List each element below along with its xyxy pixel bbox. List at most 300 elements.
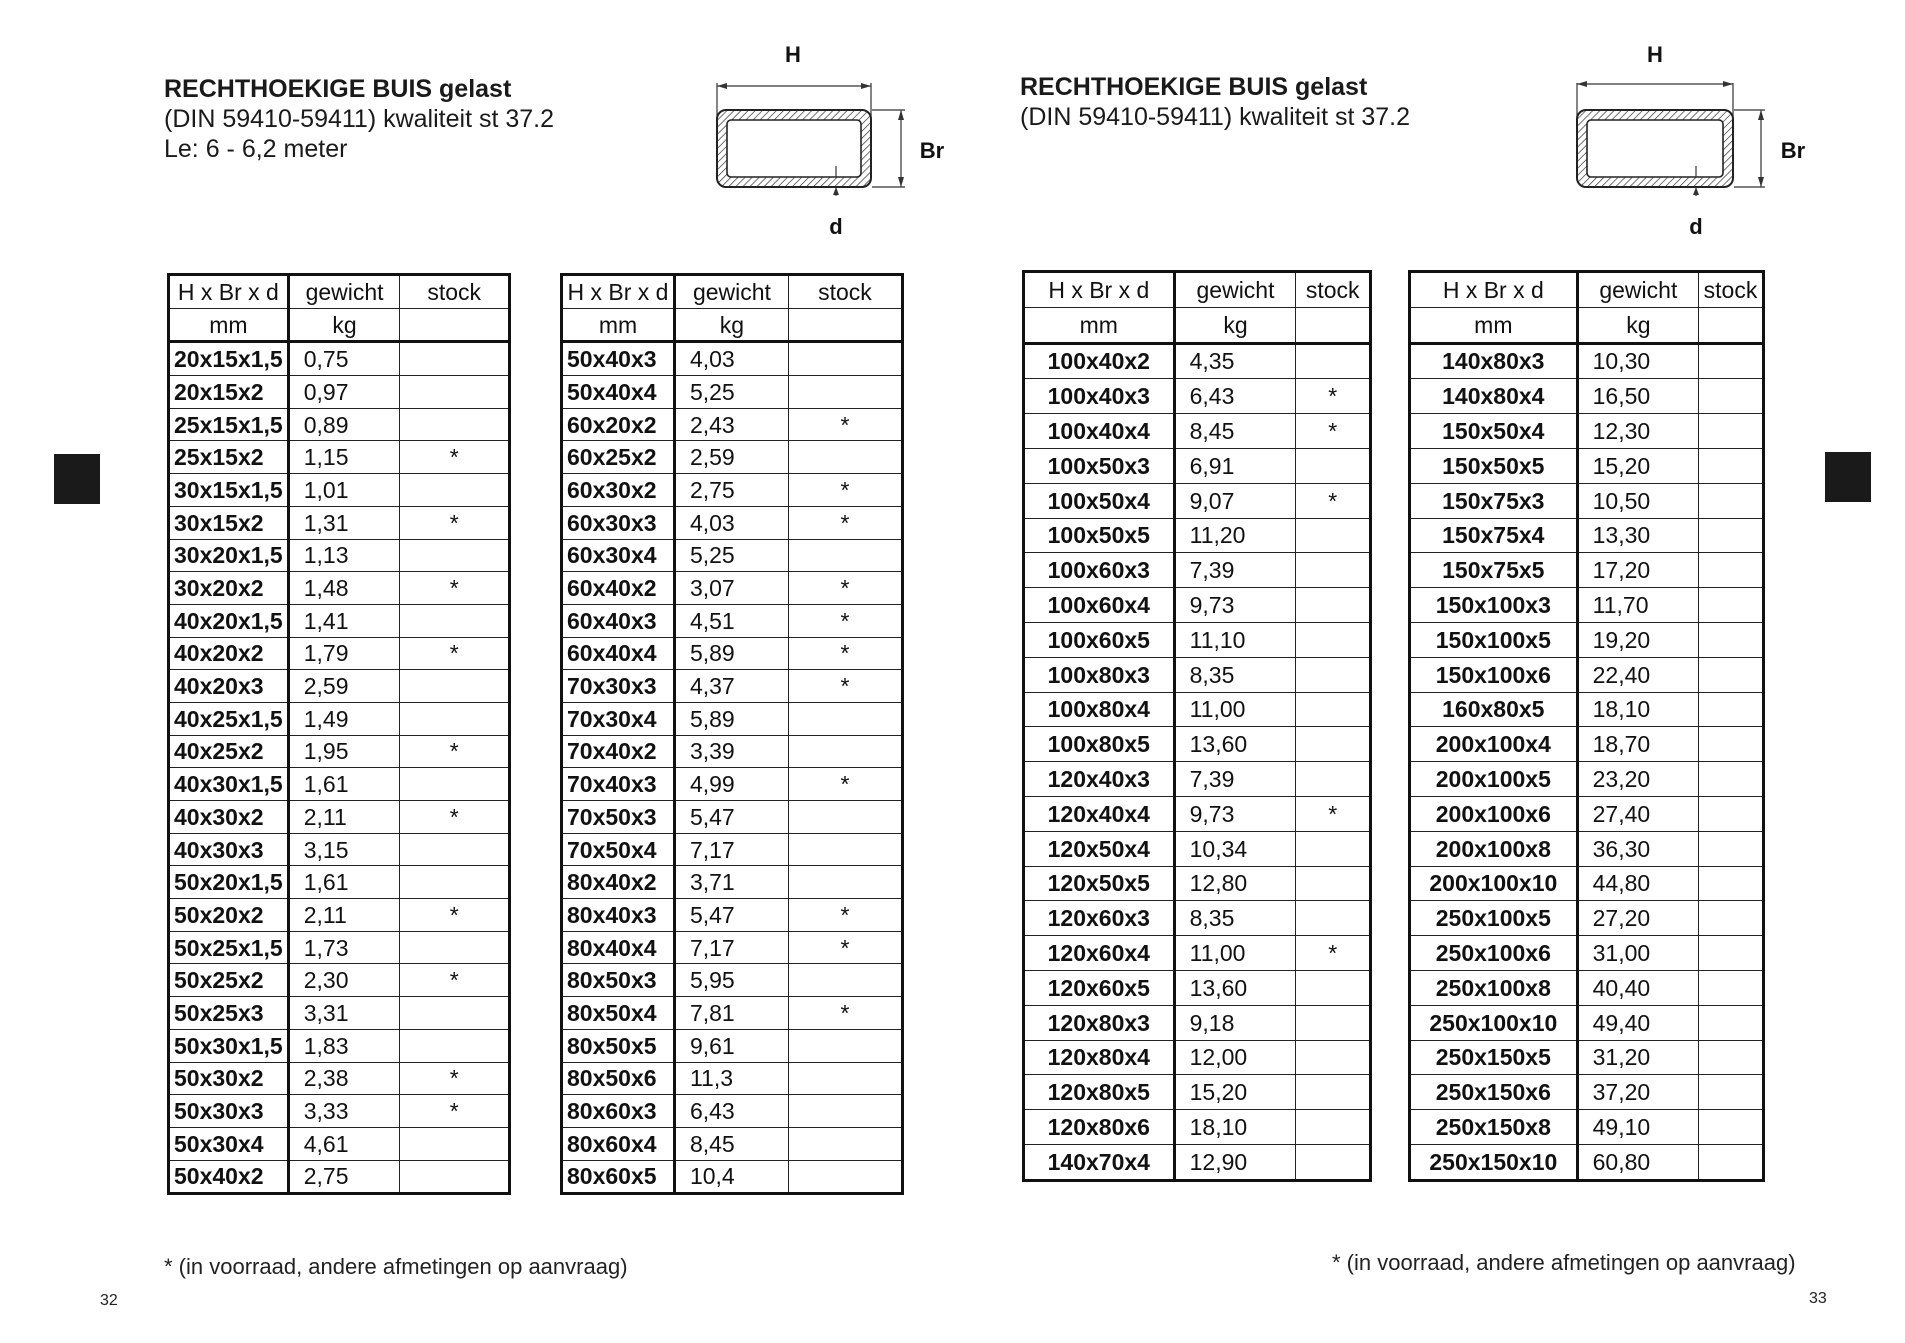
table-row	[169, 637, 510, 670]
cell-weight: 18,10	[1577, 692, 1698, 727]
right-table-2	[1408, 270, 1765, 1182]
cell-dimensions: 200x100x8	[1410, 831, 1578, 866]
cell-dimensions: 80x50x4	[562, 997, 675, 1030]
cell-dimensions: 70x40x2	[562, 735, 675, 768]
cell-stock	[400, 1127, 510, 1160]
table-row	[1024, 518, 1371, 553]
table-row	[562, 1160, 903, 1194]
cell-dimensions: 30x20x1,5	[169, 539, 289, 572]
table-row	[1024, 692, 1371, 727]
cell-stock: *	[400, 964, 510, 997]
table-row	[1410, 343, 1764, 379]
cell-dimensions: 50x20x1,5	[169, 866, 289, 899]
cell-weight: 10,34	[1174, 831, 1296, 866]
right-diagram-label-d: d	[1689, 214, 1703, 239]
cell-stock: *	[400, 572, 510, 605]
cell-dimensions: 25x15x2	[169, 441, 289, 474]
cell-weight: 0,97	[288, 376, 400, 409]
cell-weight: 2,59	[674, 441, 788, 474]
cell-weight: 22,40	[1577, 657, 1698, 692]
cell-weight: 2,59	[288, 670, 400, 703]
cell-stock	[1296, 1075, 1371, 1110]
cell-stock	[1296, 1144, 1371, 1180]
cell-weight: 10,50	[1577, 483, 1698, 518]
cell-weight: 1,15	[288, 441, 400, 474]
table-row	[1024, 414, 1371, 449]
cell-weight: 15,20	[1577, 448, 1698, 483]
table-row	[1410, 1005, 1764, 1040]
cell-weight: 7,39	[1174, 553, 1296, 588]
cell-stock	[1699, 1040, 1764, 1075]
cell-dimensions: 150x50x4	[1410, 414, 1578, 449]
cell-weight: 1,73	[288, 931, 400, 964]
table-row	[1024, 1075, 1371, 1110]
header-unit-empty	[1699, 307, 1764, 343]
cell-weight: 3,33	[288, 1095, 400, 1128]
cell-dimensions: 80x50x3	[562, 964, 675, 997]
table-row	[562, 866, 903, 899]
cell-stock	[1296, 448, 1371, 483]
cell-dimensions: 120x50x4	[1024, 831, 1175, 866]
right-diagram-label-h: H	[1647, 42, 1663, 67]
table-row	[169, 342, 510, 376]
table-row	[169, 1062, 510, 1095]
cell-dimensions: 20x15x2	[169, 376, 289, 409]
cell-stock: *	[788, 474, 902, 507]
cell-stock	[1699, 1110, 1764, 1145]
cell-weight: 1,01	[288, 474, 400, 507]
table-row	[169, 506, 510, 539]
table-row	[1410, 692, 1764, 727]
table-row	[169, 735, 510, 768]
cell-dimensions: 40x20x1,5	[169, 604, 289, 637]
table-row	[169, 768, 510, 801]
cell-stock: *	[1296, 379, 1371, 414]
header-unit-empty	[400, 308, 510, 342]
cell-dimensions: 100x40x2	[1024, 343, 1175, 379]
left-tube-diagram	[700, 38, 960, 253]
table-row	[169, 474, 510, 507]
cell-weight: 27,40	[1577, 796, 1698, 831]
left-subtitle: (DIN 59410-59411) kwaliteit st 37.2	[164, 105, 555, 133]
cell-stock: *	[1296, 483, 1371, 518]
cell-dimensions: 120x80x3	[1024, 1005, 1175, 1040]
table-row	[169, 931, 510, 964]
table-row	[562, 931, 903, 964]
cell-dimensions: 100x60x5	[1024, 622, 1175, 657]
cell-stock	[1296, 762, 1371, 797]
cell-dimensions: 200x100x4	[1410, 727, 1578, 762]
table-row	[169, 1160, 510, 1194]
cell-weight: 13,60	[1174, 970, 1296, 1005]
cell-dimensions: 100x60x4	[1024, 588, 1175, 623]
cell-stock: *	[788, 899, 902, 932]
cell-dimensions: 50x30x3	[169, 1095, 289, 1128]
cell-dimensions: 150x75x3	[1410, 483, 1578, 518]
cell-weight: 2,30	[288, 964, 400, 997]
left-table-1	[167, 273, 511, 1195]
cell-stock: *	[400, 1095, 510, 1128]
cell-stock: *	[400, 735, 510, 768]
cell-stock	[1699, 936, 1764, 971]
cell-stock: *	[788, 997, 902, 1030]
cell-stock: *	[788, 506, 902, 539]
cell-weight: 4,61	[288, 1127, 400, 1160]
table-row	[169, 604, 510, 637]
right-page	[952, 0, 1905, 1343]
table-row	[169, 408, 510, 441]
cell-stock: *	[400, 1062, 510, 1095]
cell-dimensions: 100x80x4	[1024, 692, 1175, 727]
cell-weight: 7,17	[674, 833, 788, 866]
cell-weight: 36,30	[1577, 831, 1698, 866]
cell-weight: 11,20	[1174, 518, 1296, 553]
cell-stock	[1296, 970, 1371, 1005]
cell-stock	[788, 964, 902, 997]
cell-weight: 5,47	[674, 899, 788, 932]
cell-stock	[1296, 553, 1371, 588]
table-row	[1024, 901, 1371, 936]
table-row	[562, 670, 903, 703]
cell-weight: 3,39	[674, 735, 788, 768]
cell-stock: *	[400, 801, 510, 834]
cell-stock	[400, 833, 510, 866]
table-row	[562, 1062, 903, 1095]
cell-stock	[400, 1029, 510, 1062]
table-row	[1410, 657, 1764, 692]
cell-stock	[400, 1160, 510, 1194]
header-unit-kg: kg	[288, 308, 400, 342]
cell-weight: 2,75	[674, 474, 788, 507]
cell-stock	[400, 866, 510, 899]
cell-dimensions: 250x150x5	[1410, 1040, 1578, 1075]
cell-dimensions: 120x40x3	[1024, 762, 1175, 797]
cell-stock	[788, 441, 902, 474]
cell-dimensions: 60x20x2	[562, 408, 675, 441]
cell-weight: 12,80	[1174, 866, 1296, 901]
table-row	[1410, 622, 1764, 657]
cell-weight: 10,30	[1577, 343, 1698, 379]
cell-weight: 3,71	[674, 866, 788, 899]
cell-weight: 8,45	[674, 1127, 788, 1160]
cell-weight: 0,89	[288, 408, 400, 441]
header-weight: gewicht	[1577, 272, 1698, 308]
left-diagram-label-br: Br	[919, 138, 945, 163]
cell-dimensions: 250x100x5	[1410, 901, 1578, 936]
cell-weight: 4,37	[674, 670, 788, 703]
right-title-block	[1020, 72, 1410, 132]
cell-weight: 23,20	[1577, 762, 1698, 797]
cell-weight: 11,00	[1174, 692, 1296, 727]
cell-dimensions: 40x30x3	[169, 833, 289, 866]
cell-weight: 12,30	[1577, 414, 1698, 449]
cell-stock	[788, 539, 902, 572]
header-unit-empty	[788, 308, 902, 342]
cell-dimensions: 60x40x4	[562, 637, 675, 670]
header-stock: stock	[400, 275, 510, 309]
cell-stock	[1699, 518, 1764, 553]
cell-stock	[1699, 796, 1764, 831]
cell-dimensions: 80x60x5	[562, 1160, 675, 1194]
table-row	[1024, 727, 1371, 762]
cell-dimensions: 60x30x2	[562, 474, 675, 507]
table-row	[1024, 483, 1371, 518]
table-row	[1024, 970, 1371, 1005]
cell-dimensions: 60x40x3	[562, 604, 675, 637]
left-title-block	[164, 74, 554, 164]
cell-stock	[1296, 518, 1371, 553]
cell-dimensions: 120x80x6	[1024, 1110, 1175, 1145]
header-unit-empty	[1296, 307, 1371, 343]
cell-dimensions: 100x80x3	[1024, 657, 1175, 692]
cell-dimensions: 50x30x2	[169, 1062, 289, 1095]
table-row	[1024, 553, 1371, 588]
table-row	[562, 768, 903, 801]
cell-stock	[400, 539, 510, 572]
cell-weight: 9,61	[674, 1029, 788, 1062]
table-row	[169, 833, 510, 866]
header-unit-mm: mm	[1024, 307, 1175, 343]
cell-weight: 7,17	[674, 931, 788, 964]
cell-weight: 5,25	[674, 539, 788, 572]
cell-dimensions: 120x80x5	[1024, 1075, 1175, 1110]
cell-weight: 10,4	[674, 1160, 788, 1194]
table-row	[1024, 588, 1371, 623]
left-length: Le: 6 - 6,2 meter	[164, 135, 348, 163]
table-row	[1024, 796, 1371, 831]
cell-stock: *	[1296, 414, 1371, 449]
table-row	[169, 702, 510, 735]
cell-weight: 3,31	[288, 997, 400, 1030]
cell-weight: 4,51	[674, 604, 788, 637]
cell-stock	[1296, 727, 1371, 762]
table-row	[562, 1127, 903, 1160]
cell-weight: 0,75	[288, 342, 400, 376]
table-row	[1410, 1075, 1764, 1110]
cell-stock: *	[400, 637, 510, 670]
table-row	[169, 1127, 510, 1160]
cell-weight: 16,50	[1577, 379, 1698, 414]
cell-weight: 44,80	[1577, 866, 1698, 901]
cell-stock	[788, 866, 902, 899]
cell-stock	[788, 1160, 902, 1194]
cell-weight: 40,40	[1577, 970, 1698, 1005]
cell-stock	[1699, 343, 1764, 379]
cell-dimensions: 80x40x4	[562, 931, 675, 964]
cell-weight: 13,30	[1577, 518, 1698, 553]
header-stock: stock	[1699, 272, 1764, 308]
header-dimensions: H x Br x d	[169, 275, 289, 309]
cell-weight: 49,40	[1577, 1005, 1698, 1040]
cell-dimensions: 40x20x2	[169, 637, 289, 670]
cell-weight: 19,20	[1577, 622, 1698, 657]
cell-weight: 27,20	[1577, 901, 1698, 936]
cell-dimensions: 250x150x6	[1410, 1075, 1578, 1110]
table-row	[1410, 448, 1764, 483]
cell-weight: 31,00	[1577, 936, 1698, 971]
cell-stock	[1296, 831, 1371, 866]
table-row	[1410, 1110, 1764, 1145]
cell-weight: 11,70	[1577, 588, 1698, 623]
table-row	[1410, 379, 1764, 414]
cell-weight: 5,25	[674, 376, 788, 409]
table-row	[562, 376, 903, 409]
right-section-tab-marker	[1825, 452, 1871, 502]
cell-stock: *	[788, 408, 902, 441]
cell-stock: *	[788, 604, 902, 637]
cell-stock	[1296, 588, 1371, 623]
cell-dimensions: 120x40x4	[1024, 796, 1175, 831]
cell-weight: 6,91	[1174, 448, 1296, 483]
cell-stock	[400, 474, 510, 507]
header-weight: gewicht	[288, 275, 400, 309]
table-row	[1410, 1040, 1764, 1075]
cell-weight: 60,80	[1577, 1144, 1698, 1180]
cell-stock: *	[788, 670, 902, 703]
cell-dimensions: 150x100x5	[1410, 622, 1578, 657]
header-unit-kg: kg	[674, 308, 788, 342]
cell-stock	[1699, 483, 1764, 518]
table-row	[1410, 588, 1764, 623]
cell-dimensions: 40x25x1,5	[169, 702, 289, 735]
table-row	[562, 342, 903, 376]
table-row	[1410, 970, 1764, 1005]
cell-dimensions: 50x25x2	[169, 964, 289, 997]
cell-stock	[1699, 622, 1764, 657]
table-row	[169, 376, 510, 409]
cell-dimensions: 120x60x5	[1024, 970, 1175, 1005]
header-weight: gewicht	[674, 275, 788, 309]
cell-dimensions: 80x50x6	[562, 1062, 675, 1095]
cell-stock: *	[1296, 796, 1371, 831]
cell-dimensions: 30x15x1,5	[169, 474, 289, 507]
cell-dimensions: 60x25x2	[562, 441, 675, 474]
cell-dimensions: 70x30x4	[562, 702, 675, 735]
table-row	[562, 899, 903, 932]
cell-weight: 4,03	[674, 506, 788, 539]
table-row	[1410, 518, 1764, 553]
cell-weight: 9,07	[1174, 483, 1296, 518]
cell-stock: *	[1296, 936, 1371, 971]
right-footnote: * (in voorraad, andere afmetingen op aanvraag)	[1332, 1250, 1796, 1275]
cell-stock	[788, 1095, 902, 1128]
cell-stock	[400, 997, 510, 1030]
cell-stock	[400, 342, 510, 376]
header-unit-mm: mm	[169, 308, 289, 342]
cell-dimensions: 60x30x4	[562, 539, 675, 572]
header-dimensions: H x Br x d	[1410, 272, 1578, 308]
cell-dimensions: 40x30x2	[169, 801, 289, 834]
cell-weight: 1,13	[288, 539, 400, 572]
cell-dimensions: 150x75x5	[1410, 553, 1578, 588]
cell-weight: 7,39	[1174, 762, 1296, 797]
cell-weight: 1,41	[288, 604, 400, 637]
cell-weight: 3,15	[288, 833, 400, 866]
cell-stock	[1296, 901, 1371, 936]
cell-weight: 1,48	[288, 572, 400, 605]
table-row	[1024, 1110, 1371, 1145]
cell-weight: 12,00	[1174, 1040, 1296, 1075]
cell-weight: 1,79	[288, 637, 400, 670]
cell-weight: 11,10	[1174, 622, 1296, 657]
left-section-tab-marker	[54, 454, 100, 504]
table-row	[562, 964, 903, 997]
cell-stock	[1699, 414, 1764, 449]
cell-weight: 1,83	[288, 1029, 400, 1062]
cell-dimensions: 100x50x4	[1024, 483, 1175, 518]
table-row	[1024, 762, 1371, 797]
cell-stock	[400, 376, 510, 409]
cell-dimensions: 70x50x3	[562, 801, 675, 834]
cell-stock	[1699, 866, 1764, 901]
cell-dimensions: 20x15x1,5	[169, 342, 289, 376]
cell-weight: 2,43	[674, 408, 788, 441]
cell-stock	[788, 833, 902, 866]
cell-weight: 4,35	[1174, 343, 1296, 379]
cell-stock	[788, 1029, 902, 1062]
cell-weight: 11,3	[674, 1062, 788, 1095]
cell-stock	[788, 735, 902, 768]
cell-weight: 7,81	[674, 997, 788, 1030]
cell-weight: 1,31	[288, 506, 400, 539]
cell-weight: 13,60	[1174, 727, 1296, 762]
cell-stock	[400, 931, 510, 964]
cell-dimensions: 160x80x5	[1410, 692, 1578, 727]
cell-dimensions: 40x30x1,5	[169, 768, 289, 801]
cell-weight: 18,70	[1577, 727, 1698, 762]
cell-weight: 6,43	[674, 1095, 788, 1128]
header-unit-mm: mm	[562, 308, 675, 342]
cell-stock: *	[400, 506, 510, 539]
cell-stock	[1699, 970, 1764, 1005]
cell-dimensions: 60x30x3	[562, 506, 675, 539]
cell-weight: 49,10	[1577, 1110, 1698, 1145]
table-row	[562, 637, 903, 670]
table-row	[169, 997, 510, 1030]
table-row	[1024, 831, 1371, 866]
cell-dimensions: 30x20x2	[169, 572, 289, 605]
cell-weight: 1,95	[288, 735, 400, 768]
table-row	[1024, 1040, 1371, 1075]
table-row	[1410, 414, 1764, 449]
table-row	[562, 1095, 903, 1128]
cell-dimensions: 120x50x5	[1024, 866, 1175, 901]
header-unit-kg: kg	[1577, 307, 1698, 343]
right-tube-diagram	[1573, 38, 1833, 253]
cell-weight: 18,10	[1174, 1110, 1296, 1145]
cell-dimensions: 140x80x4	[1410, 379, 1578, 414]
cell-dimensions: 50x40x4	[562, 376, 675, 409]
table-row	[169, 539, 510, 572]
cell-dimensions: 40x20x3	[169, 670, 289, 703]
table-row	[1024, 448, 1371, 483]
left-title: RECHTHOEKIGE BUIS gelast	[164, 75, 512, 103]
cell-stock	[788, 1062, 902, 1095]
table-row	[1410, 727, 1764, 762]
table-row	[169, 670, 510, 703]
table-row	[1410, 796, 1764, 831]
cell-dimensions: 100x50x3	[1024, 448, 1175, 483]
cell-weight: 1,61	[288, 866, 400, 899]
left-page-number: 32	[100, 1292, 118, 1309]
table-row	[562, 441, 903, 474]
right-title: RECHTHOEKIGE BUIS gelast	[1020, 73, 1368, 101]
table-row	[1024, 866, 1371, 901]
cell-weight: 37,20	[1577, 1075, 1698, 1110]
cell-weight: 9,73	[1174, 796, 1296, 831]
cell-dimensions: 150x50x5	[1410, 448, 1578, 483]
cell-stock	[788, 1127, 902, 1160]
